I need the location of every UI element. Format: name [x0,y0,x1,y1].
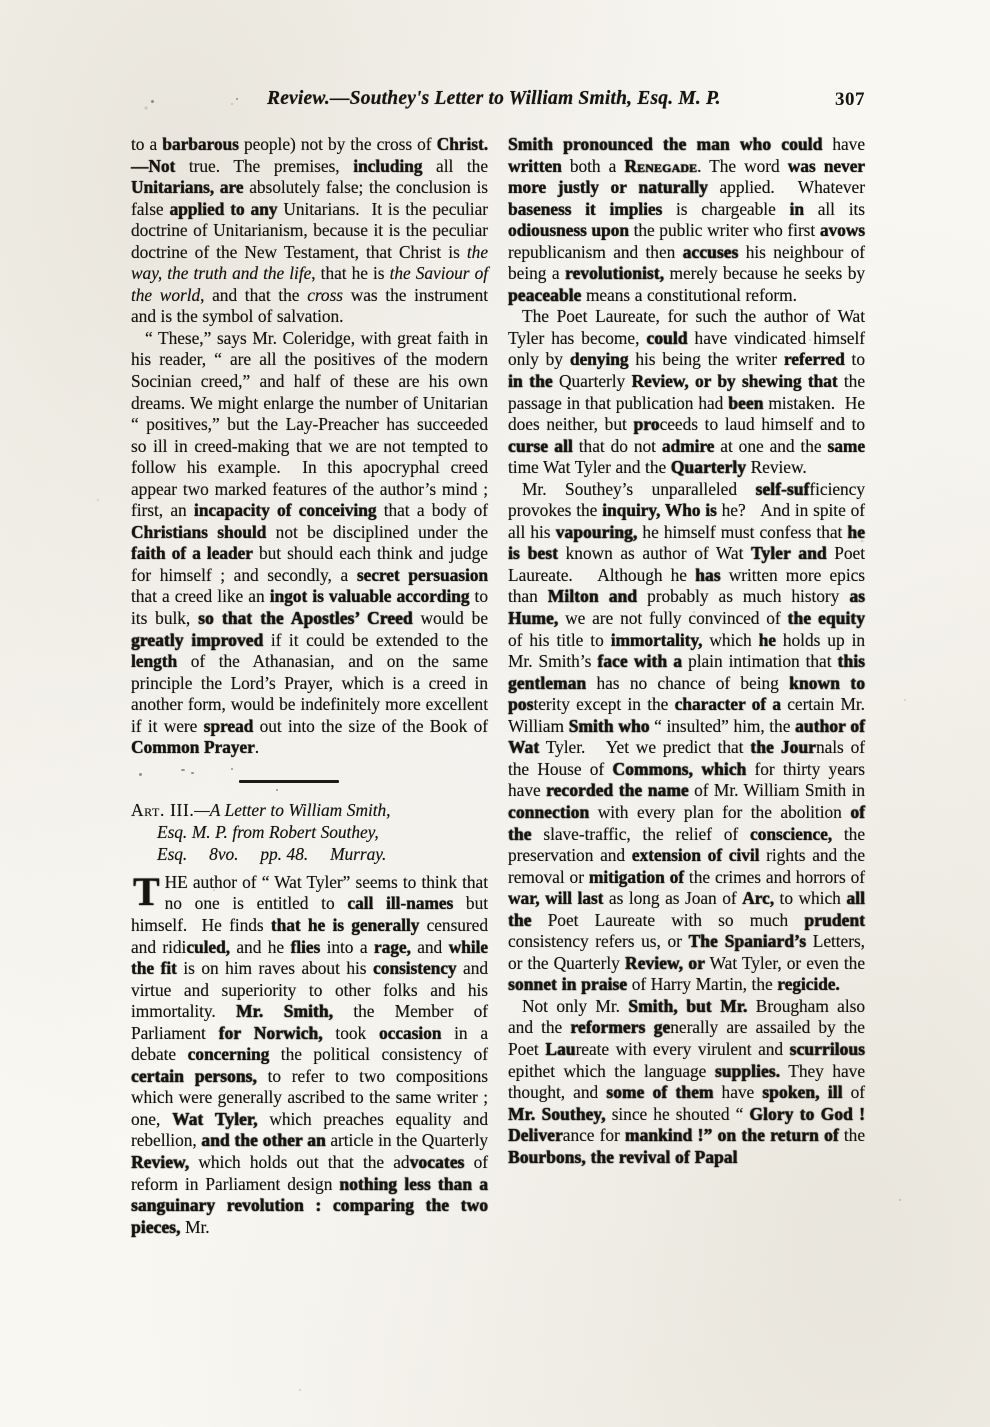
scan-speck [231,768,233,770]
scan-speck [181,769,185,771]
page-content [131,88,865,1358]
two-column-body [131,134,865,1238]
article-opening-paragraph: THE author of “ Wat Tyler” seems to think that no one is entitled to call ill-names but himself. He finds that he is generally censured and ridiculed, and he flies into a rage, and while the fit is on him raves about his consistency and virtue and superiority to other folks and his immortality. Mr. Smith, the Member of Parliament for Norwich, took occasion in a debate concerning the political consistency of certain persons, to refer to two compositions which were generally ascribed to the same writer ; one, Wat Tyler, which preaches equality and rebellion, and the other an article in the Quarterly Review, which holds out that the advocates of reform in Parliament design nothing less than a sanguinary revolution : comparing the two pieces, Mr. [131,868,489,1237]
running-head [131,88,865,122]
left-column [131,134,488,1238]
drop-cap: T [133,868,160,914]
paragraph-poet-laureate: The Poet Laureate, for such the author of Wat Tyler has become, could have vindicated himself only by denying his being the writer referred to in the Quarterly Review, or by shewing that the passage in that publication had been mistaken. He does neither, but proceeds to laud himself and to curse all that do not admire at one and the same time Wat Tyler and the Quarterly Review. [508,306,866,478]
article-number: Art. III. [131,799,195,820]
right-column [508,134,865,1238]
scan-speck [276,789,278,791]
article-imprint-line: Esq. 8vo. pp. 48. Murray. [157,843,387,864]
paragraph-self-sufficiency: Mr. Southey’s unparalleled self-sufficiency provokes the inquiry, Who is he? And in spite of all his vapouring, he himself must confess that he is best known as author of Wat Tyler and Poet Laureate. Although he has written more epics than Milton and probably as much history as Hume, we are not fully convinced of the equity of his title to immortality, which he holds up in Mr. Smith’s face with a plain intimation that this gentleman has no chance of being known to posterity except in the character of a certain Mr. William Smith who “ insulted” him, the author of Wat Tyler. Yet we predict that the Journals of the House of Commons, which for thirty years have recorded the name of Mr. William Smith in connection with every plan for the abolition of the slave-traffic, the relief of conscience, the preservation and extension of civil rights and the removal or mitigation of the crimes and horrors of war, will last as long as Joan of Arc, to which all the Poet Laureate with so much prudent consistency refers us, or The Spaniard’s Letters, or the Quarterly Review, or Wat Tyler, or even the sonnet in praise of Harry Martin, the regicide. [508,478,865,995]
small-caps-renegade: Renegade [624,155,698,176]
paragraph-renegade: Smith pronounced the man who could have written both a Renegade. The word was never more justly or naturally applied. Whatever baseness it implies is chargeable in all its odiousness upon the public writer who first avows republicanism and then accuses his neighbour of being a revolutionist, merely because he seeks by peaceable means a constitutional reform. [508,134,865,305]
section-rule-wrapper [131,759,488,799]
paragraph-continued: to a barbarous people) not by the cross of Christ.—Not true. The premises, including all the Unitarians, are absolutely false; the conclusion is false applied to any Unitarians. It is the peculiar doctrine of Unitarianism, because it is the peculiar doctrine of the New Testament, that Christ is the way, the truth and the life, that he is the Saviour of the world, and that the cross was the instrument and is the symbol of salvation. [131,134,489,327]
paragraph-brougham: Not only Mr. Smith, but Mr. Brougham also and the reformers generally are assailed by the Poet Laureate with every virulent and scurrilous epithet which the language supplies. They have thought, and some of them have spoken, ill of Mr. Southey, since he shouted “ Glory to God ! Deliverance for mankind !” on the return of the Bourbons, the revival of Papal [508,995,865,1167]
paragraph-coleridge: “ These,” says Mr. Coleridge, with great faith in his reader, “ are all the positives of the modern Socinian creed,” and half of these are his own dreams. We might enlarge the number of Unitarian “ positives,” but the Lay-Preacher has succeeded so ill in creed-making that we are not tempted to follow his example. In this apocryphal creed appear two marked features of the author’s mind ; first, an incapacity of conceiving that a body of Christians should not be disciplined under the faith of a leader but should each think and judge for himself ; and secondly, a secret persuasion that a creed like an ingot is valuable according to its bulk, so that the Apostles’ Creed would be greatly improved if it could be extended to the length of the Athanasian, and on the same principle the Lord’s Prayer, which is a creed in another form, would be indefinitely more excellent if it were spread out into the size of the Book of Common Prayer. [131,327,489,758]
scan-speck [139,773,142,776]
article-heading [131,799,488,865]
scan-speck [236,98,238,100]
running-head-title: Review.—Southey's Letter to William Smith, Esq. M. P. [267,88,721,109]
article-heading-dash: — [194,799,210,820]
article-title-line2: Esq. M. P. from Robert Southey, [157,821,379,842]
page-number: 307 [835,89,865,110]
article-title-line1: A Letter to William Smith, [209,799,391,820]
scan-speck [151,100,154,103]
horizontal-rule [239,780,339,783]
scan-speck [191,772,194,774]
